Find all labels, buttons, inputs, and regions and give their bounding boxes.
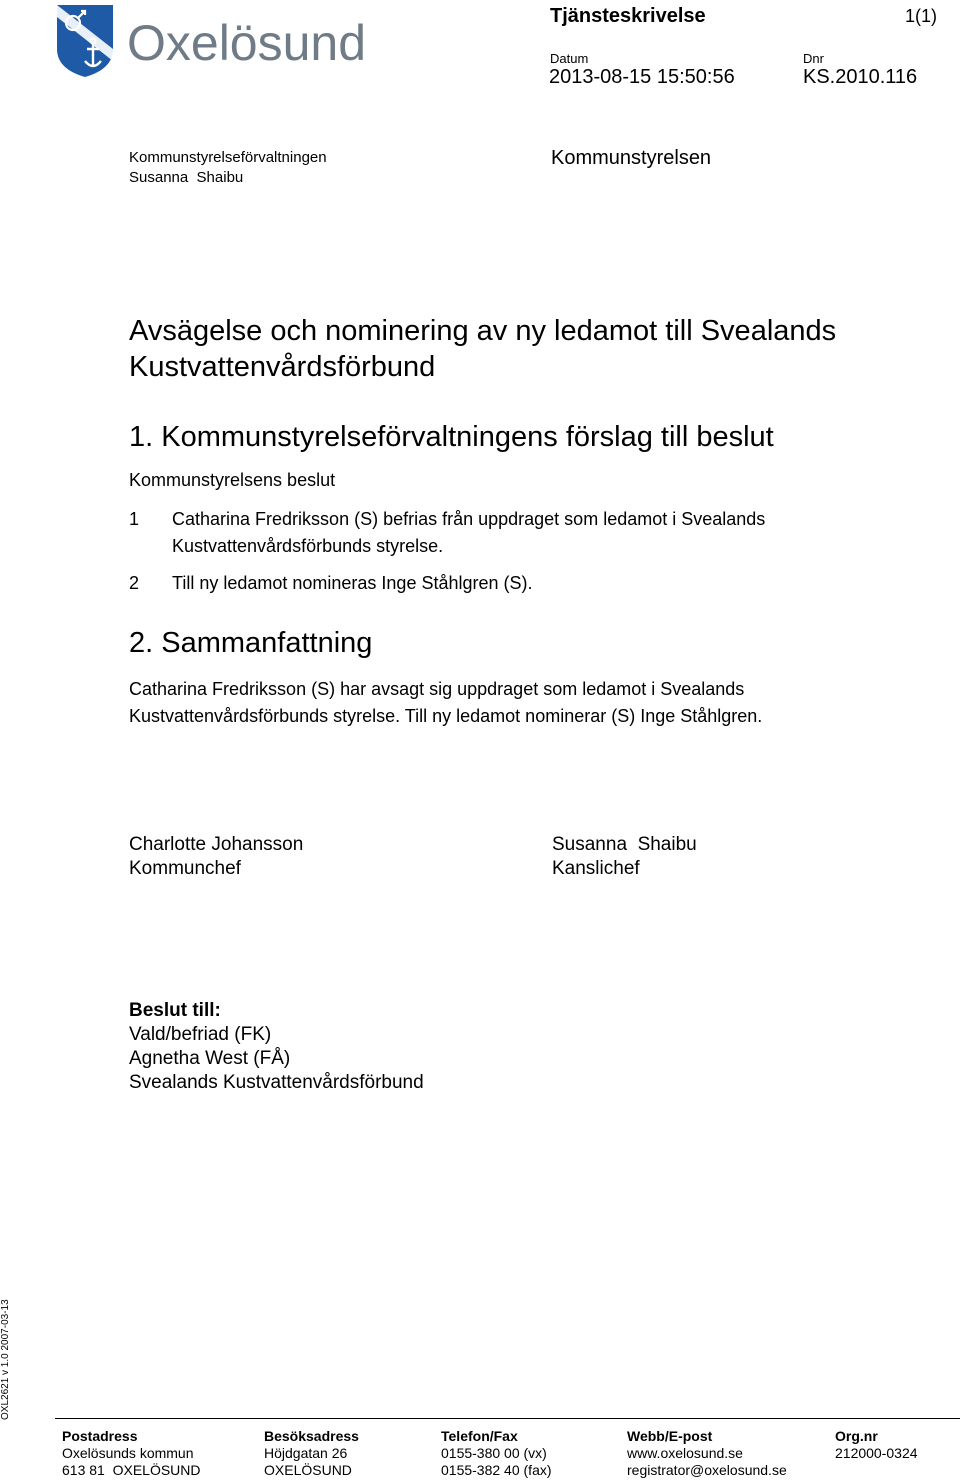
distribution-recipient: Svealands Kustvattenvårdsförbund	[129, 1072, 424, 1093]
recipient: Kommunstyrelsen	[551, 147, 712, 169]
sender-person: Susanna Shaibu	[129, 169, 244, 186]
distribution-recipient: Agnetha West (FÅ)	[129, 1048, 291, 1069]
footer-postal-address	[62, 1428, 201, 1479]
footer-heading: Telefon/Fax	[441, 1428, 518, 1444]
oxelosund-logo	[55, 3, 385, 79]
sender-block	[129, 148, 327, 188]
footer-org-number	[835, 1428, 918, 1462]
footer-heading: Postadress	[62, 1428, 138, 1444]
sender-department: Kommunstyrelseförvaltningen	[129, 149, 327, 166]
distribution-heading: Beslut till:	[129, 1000, 221, 1021]
email-link[interactable]: registrator@oxelosund.se	[627, 1462, 787, 1478]
signature-role: Kommunchef	[129, 858, 241, 879]
decision-item	[129, 570, 909, 597]
document-type: Tjänsteskrivelse	[550, 5, 706, 27]
summary-text: Catharina Fredriksson (S) har avsagt sig uppdraget som ledamot i Svealands Kustvattenvårdsförbunds styrelse. Till ny ledamot nominerar (S) Inge Ståhlgren.	[129, 679, 763, 726]
footer-phone-fax	[441, 1428, 552, 1479]
section1-heading: 1. Kommunstyrelseförvaltningens förslag till beslut	[129, 421, 774, 453]
footer-visiting-address	[264, 1428, 359, 1479]
decision-item	[129, 506, 909, 560]
footer-line: Höjdgatan 26	[264, 1445, 348, 1461]
footer-heading: Besöksadress	[264, 1428, 359, 1444]
footer-line: OXELÖSUND	[264, 1462, 352, 1478]
date-label: Datum	[550, 51, 589, 66]
decision-item-number: 2	[129, 573, 140, 593]
decision-item-text: Till ny ledamot nomineras Inge Ståhlgren (S).	[172, 573, 533, 593]
page-number: 1(1)	[905, 6, 938, 26]
footer-line: Oxelösunds kommun	[62, 1445, 194, 1461]
footer-line: 0155-380 00 (vx)	[441, 1445, 547, 1461]
dnr-label: Dnr	[803, 51, 824, 66]
dnr-value: KS.2010.116	[803, 66, 918, 88]
decision-item-number: 1	[129, 509, 140, 529]
signature-name: Charlotte Johansson	[129, 834, 304, 855]
footer-web-email	[627, 1428, 787, 1479]
template-version-code: OXL2621 v 1.0 2007-03-13	[0, 1299, 11, 1420]
distribution-recipient: Vald/befriad (FK)	[129, 1024, 272, 1045]
logo-wordmark: Oxelösund	[127, 15, 367, 71]
date-value: 2013-08-15 15:50:56	[549, 66, 735, 88]
decision-item-text: Catharina Fredriksson (S) befrias från uppdraget som ledamot i Svealands Kustvattenvårdsförbunds styrelse.	[172, 509, 766, 556]
coat-of-arms-icon	[55, 3, 385, 79]
footer-line: 613 81 OXELÖSUND	[62, 1462, 201, 1478]
document-title: Avsägelse och nominering av ny ledamot till Svealands Kustvattenvårdsförbund	[129, 315, 837, 383]
footer-line: 212000-0324	[835, 1445, 918, 1461]
signature-block	[129, 833, 303, 881]
signature-block	[552, 833, 697, 881]
section2-heading: 2. Sammanfattning	[129, 627, 373, 659]
signature-role: Kanslichef	[552, 858, 640, 879]
footer-heading: Webb/E-post	[627, 1428, 713, 1444]
footer-heading: Org.nr	[835, 1428, 878, 1444]
website-link[interactable]: www.oxelosund.se	[627, 1445, 743, 1461]
section1-subheading: Kommunstyrelsens beslut	[129, 470, 336, 490]
footer-line: 0155-382 40 (fax)	[441, 1462, 552, 1478]
signature-name: Susanna Shaibu	[552, 834, 697, 855]
distribution-list	[129, 999, 424, 1095]
footer-divider	[55, 1418, 960, 1419]
